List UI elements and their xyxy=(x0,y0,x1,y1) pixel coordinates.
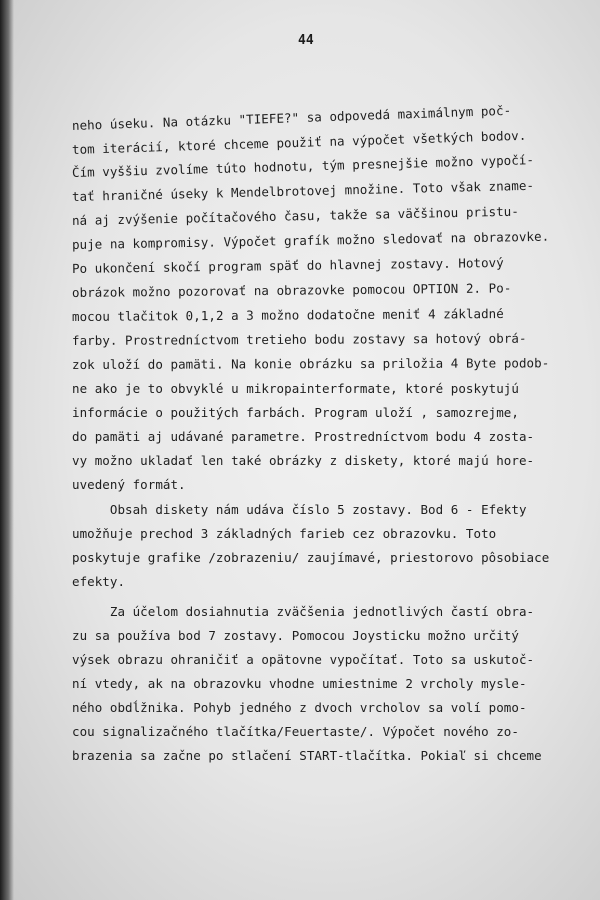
text-line: obrázok možno pozorovať na obrazovke pomocou OPTION 2. Po- xyxy=(71,280,512,300)
page-number: 44 xyxy=(298,33,314,48)
text-line: cou signalizačného tlačítka/Feuertaste/. Výpočet nového zo- xyxy=(72,724,519,739)
text-line: ne ako je to obvyklé u mikropainterformate, ktoré poskytujú xyxy=(72,381,519,396)
text-line: poskytuje grafike /zobrazeniu/ zaujímavé, priestorovo pôsobiace xyxy=(72,550,550,565)
text-line: tať hraničné úseky k Mendelbrotovej množine. Toto však zname- xyxy=(71,177,535,204)
text-line: výsek obrazu ohraničiť a opätovne vypočítať. Toto sa uskutoč- xyxy=(72,652,535,667)
text-line: neho úseku. Na otázku "TIEFE?" sa odpovedá maximálnym poč- xyxy=(71,102,512,133)
text-line: puje na kompromisy. Výpočet grafík možno sledovať na obrazovke. xyxy=(71,228,550,252)
text-line: zok uloží do pamäti. Na konie obrázku sa priložia 4 Byte podob- xyxy=(71,355,550,372)
text-line: ného obdĺžnika. Pohyb jedného z dvoch vrcholov sa volí pomo- xyxy=(72,700,527,715)
text-line: brazenia sa začne po stlačení START-tlačítka. Pokiaľ si chceme xyxy=(72,748,542,763)
text-line: mocou tlačitok 0,1,2 a 3 možno dodatočne meniť 4 základné xyxy=(71,305,504,324)
text-line: ná aj zvýšenie počítačového času, takže sa väčšinou pristu- xyxy=(71,203,520,228)
text-line: vy možno ukladať len také obrázky z diskety, ktoré majú hore- xyxy=(72,453,535,468)
text-line: uvedený formát. xyxy=(72,477,186,492)
text-line: Obsah diskety nám udáva číslo 5 zostavy. Bod 6 - Efekty xyxy=(72,502,527,517)
text-line: Za účelom dosiahnutia zväčšenia jednotlivých častí obra- xyxy=(72,604,535,619)
text-line: farby. Prostredníctvom tretieho bodu zostavy sa hotový obrá- xyxy=(71,330,527,348)
text-line: do pamäti aj udávané parametre. Prostredníctvom bodu 4 zosta- xyxy=(72,429,535,444)
page-edge-shadow xyxy=(0,0,14,900)
text-line: ní vtedy, ak na obrazovku vhodne umiestnime 2 vrcholy mysle- xyxy=(72,676,527,691)
text-line: efekty. xyxy=(72,574,126,589)
text-line: Čím vyššiu zvolíme túto hodnotu, tým presnejšie možno vypočí- xyxy=(71,152,535,180)
text-line: Po ukončení skočí program späť do hlavnej zostavy. Hotový xyxy=(71,254,504,276)
text-line: informácie o použitých farbách. Program uloží , samozrejme, xyxy=(72,405,519,420)
text-line: zu sa používa bod 7 zostavy. Pomocou Joysticku možno určitý xyxy=(72,628,519,643)
text-line: umožňuje prechod 3 základných farieb cez obrazovku. Toto xyxy=(72,526,497,541)
text-line: tom iterácií, ktoré chceme použiť na výpočet všetkých bodov. xyxy=(71,127,527,157)
